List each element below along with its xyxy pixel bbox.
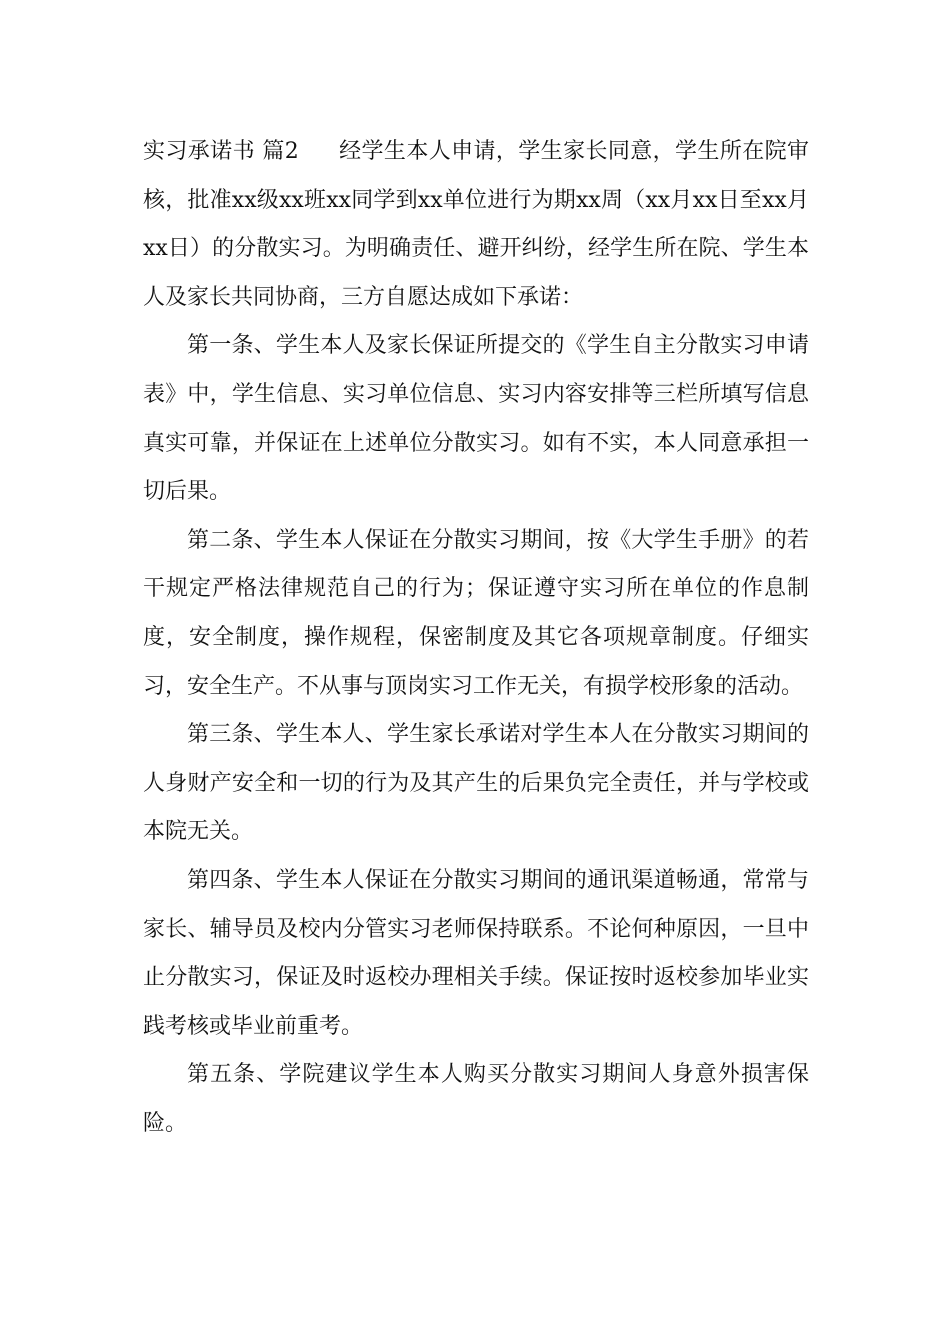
intro-text: 经学生本人申请，学生家长同意，学生所在院审核，批准xx级xx班xx同学到xx单位进行为期xx周（xx月xx日至xx月xx日）的分散实习。为明确责任、避开纠纷，经学生所在院、学生本人及家长共同协商，三方自愿达成如下承诺：: [143, 139, 809, 310]
article-4: 第四条、学生本人保证在分散实习期间的通讯渠道畅通，常常与家长、辅导员及校内分管实习老师保持联系。不论何种原因，一旦中止分散实习，保证及时返校办理相关手续。保证按时返校参加毕业实践考核或毕业前重考。: [143, 867, 809, 1039]
article-2: 第二条、学生本人保证在分散实习期间，按《大学生手册》的若干规定严格法律规范自己的行为；保证遵守实习所在单位的作息制度，安全制度，操作规程，保密制度及其它各项规章制度。仔细实习，安全生产。不从事与顶岗实习工作无关，有损学校形象的活动。: [143, 527, 809, 699]
document-heading: 实习承诺书 篇2: [143, 139, 299, 164]
document-body: [143, 128, 809, 1148]
article-5: 第五条、学院建议学生本人购买分散实习期间人身意外损害保险。: [143, 1062, 809, 1136]
article-1: 第一条、学生本人及家长保证所提交的《学生自主分散实习申请表》中，学生信息、实习单位信息、实习内容安排等三栏所填写信息真实可靠，并保证在上述单位分散实习。如有不实，本人同意承担一切后果。: [143, 333, 809, 505]
intro-paragraph: [143, 128, 809, 322]
article-3: 第三条、学生本人、学生家长承诺对学生本人在分散实习期间的人身财产安全和一切的行为及其产生的后果负完全责任，并与学校或本院无关。: [143, 722, 809, 845]
